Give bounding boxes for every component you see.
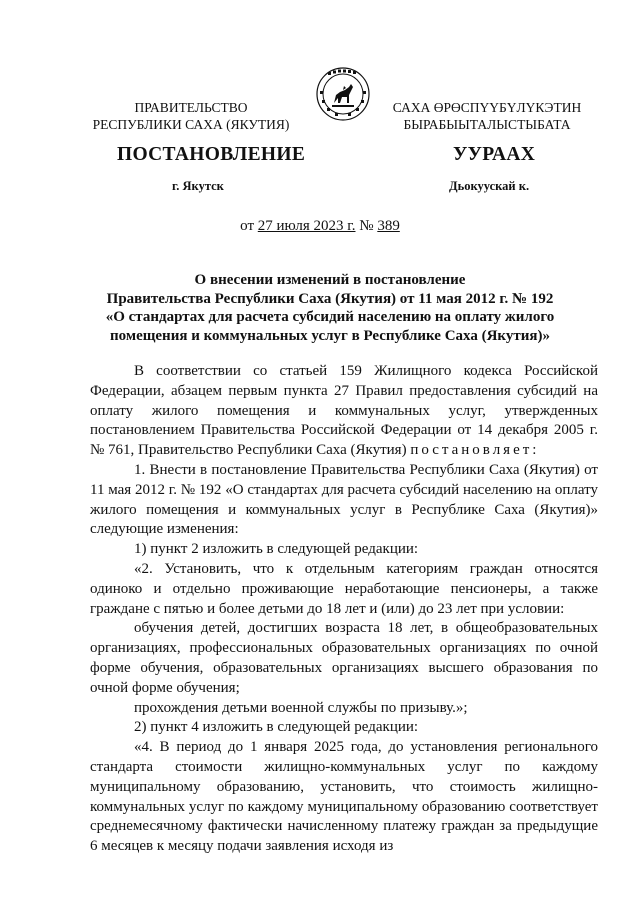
coat-of-arms-sakha-icon — [316, 67, 370, 121]
subject-line1: О внесении изменений в постановление — [194, 272, 466, 288]
date-prefix: от — [240, 218, 258, 234]
preamble-colon: : — [532, 442, 537, 459]
subject-line3: «О стандартах для расчета субсидий населению на оплату жилого — [105, 309, 555, 325]
paragraph-clause-2: «2. Установить, что к отдельным категориям граждан относятся одиноко и отдельно проживающие неработающие пенсионеры, а также граждане с пятью и более детьми до 18 лет и (или) до 23 лет при условии: — [90, 560, 598, 617]
subject-line4: помещения и коммунальных услуг в Республике Саха (Якутия)» — [110, 327, 550, 344]
subject-line2: Правительства Республики Саха (Якутия) от 11 мая 2012 г. № 192 — [106, 290, 554, 307]
document-subject — [60, 271, 600, 345]
preamble-text: В соответствии со статьей 159 Жилищного кодекса Российской Федерации, абзацем первым пункта 27 Правил предоставления субсидий на оплату жилого помещения и коммунальных услуг, утвержденных постановлением Правительства Российской Федерации от 14 декабря 2005 г. № 761, Правительство Республики Саха (Якутия) — [90, 363, 598, 459]
header-left-line1: ПРАВИТЕЛЬСТВО — [134, 100, 248, 115]
number-sign: № — [355, 218, 378, 234]
city-sakha: Дьокуускай к. — [449, 179, 530, 193]
paragraph-military-condition: прохождения детьми военной службы по призыву.»; — [134, 699, 468, 716]
date-value: 27 июля 2023 г. — [257, 218, 356, 234]
header-left-line2: РЕСПУБЛИКИ САХА (ЯКУТИЯ) — [92, 117, 290, 132]
doc-type-sakha: УУРААХ — [453, 144, 536, 165]
number-value: 389 — [377, 218, 400, 234]
doc-type-russian: ПОСТАНОВЛЕНИЕ — [117, 144, 306, 165]
paragraph-clause-4: «4. В период до 1 января 2025 года, до установления регионального стандарта стоимости жилищно-коммунальных услуг по каждому муниципальному образованию, установить, что стоимость жилищно-коммунальных услуг по каждому муниципальному образованию соответствует среднемесячному фактически начисленному платежу граждан за предыдущие 6 месяцев к месяцу подачи заявления исходя из — [90, 739, 598, 855]
preamble-decree-word: постановляет — [410, 442, 533, 459]
header-right-line1: САХА ӨРӨСПҮҮБҮЛҮКЭТИН — [392, 100, 582, 115]
paragraph-subitem-1: 1) пункт 2 изложить в следующей редакции: — [134, 541, 419, 558]
header-russian-authority — [81, 99, 301, 133]
city-russian: г. Якутск — [172, 179, 224, 193]
paragraph-preamble — [90, 362, 598, 461]
header-right-line2: БЫРАБЫЫТАЛЫСТЫБАТА — [403, 117, 571, 132]
document-body — [90, 362, 598, 857]
date-number-line — [0, 218, 640, 235]
paragraph-education-condition: обучения детей, достигших возраста 18 лет, в общеобразовательных организациях, профессиональных образовательных организациях по очной форме обучения, образовательных организациях высшего образования по очной форме обучения; — [90, 620, 598, 696]
paragraph-subitem-2: 2) пункт 4 изложить в следующей редакции: — [134, 719, 419, 736]
header-sakha-authority — [377, 99, 597, 133]
paragraph-item-1: 1. Внести в постановление Правительства Республики Саха (Якутия) от 11 мая 2012 г. № 192 «О стандартах для расчета субсидий населению на оплату жилого помещения и коммунальных услуг в Республике Саха (Якутия)» следующие изменения: — [90, 461, 598, 538]
